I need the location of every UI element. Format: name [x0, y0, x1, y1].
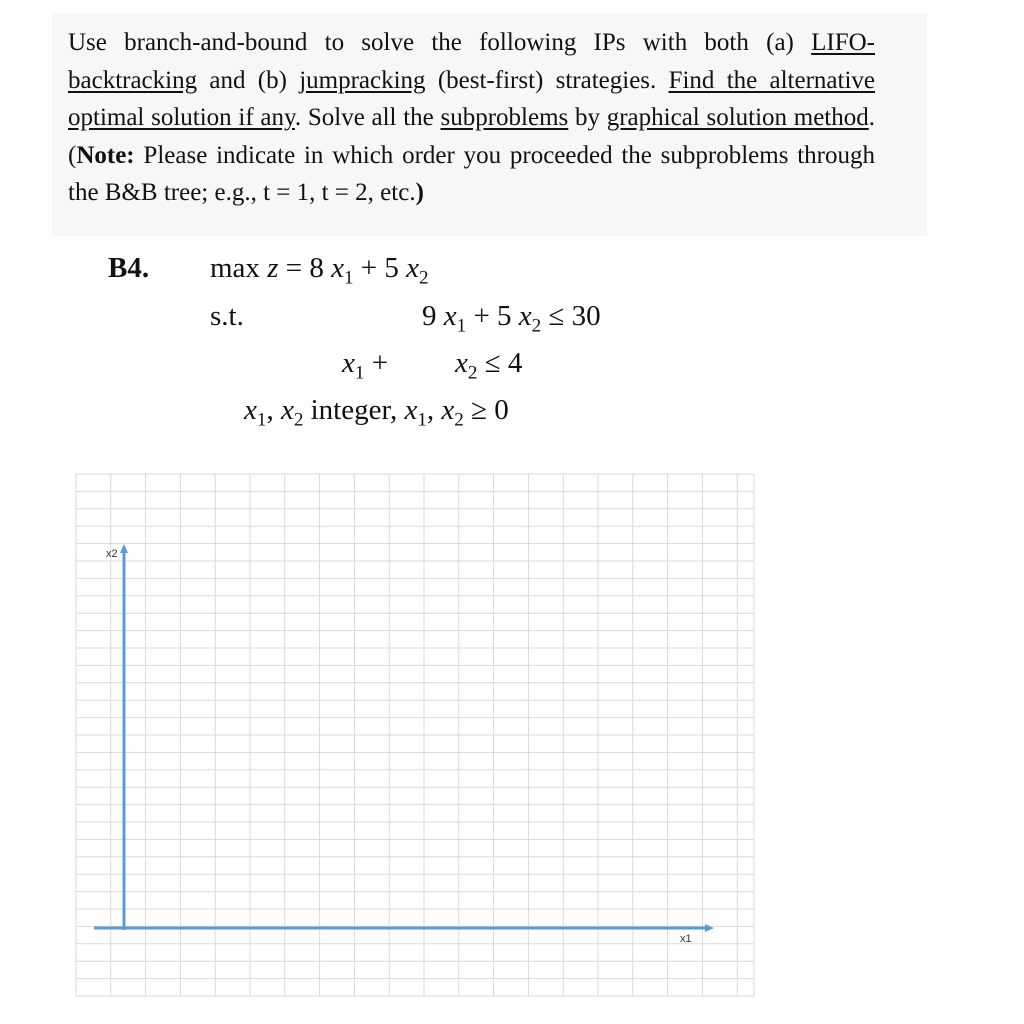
- var-x: x: [441, 394, 455, 426]
- subscript: 2: [293, 409, 304, 431]
- underlined-term: LIFO-backtracking: [68, 29, 875, 94]
- var-x: x: [280, 394, 294, 426]
- constraint-rhs: ≤ 4: [477, 347, 523, 379]
- instructions-text: . Solve all the: [294, 104, 441, 131]
- max-keyword: max: [210, 252, 268, 284]
- constraint-term: +: [364, 347, 389, 379]
- var-x: x: [518, 300, 532, 332]
- var-x: x: [404, 394, 418, 426]
- var-x: x: [342, 347, 355, 379]
- problem-label: B4.: [108, 252, 150, 284]
- underlined-term: Find the alternative optimal solution if any: [68, 66, 875, 131]
- integer-keyword: integer,: [303, 394, 405, 426]
- constraint-rhs: ≤ 30: [541, 300, 601, 332]
- subscript: 2: [454, 409, 464, 431]
- subscript: 2: [531, 315, 542, 337]
- grid-lines: [76, 474, 754, 996]
- instructions-text: and (b): [197, 66, 300, 94]
- objective-term: + 5: [353, 252, 407, 284]
- separator: ,: [266, 394, 281, 426]
- subscript: 1: [456, 315, 467, 337]
- subscript: 1: [417, 409, 427, 431]
- subscript: 2: [467, 362, 478, 384]
- instructions-text: (best-first) strategies.: [425, 66, 669, 94]
- subscript: 2: [419, 267, 429, 289]
- constraint-term: 9: [422, 300, 444, 332]
- subscript: 1: [343, 267, 354, 289]
- instructions-text: . (: [68, 104, 875, 169]
- var-x: x: [331, 252, 344, 284]
- subject-to-label: s.t.: [210, 300, 244, 332]
- separator: ,: [426, 394, 442, 426]
- underlined-term: subproblems: [440, 104, 569, 131]
- objective-term: = 8: [278, 252, 332, 284]
- x-axis-label: x1: [680, 933, 692, 945]
- subscript: 1: [354, 362, 365, 384]
- subscript: 1: [256, 409, 267, 431]
- closing-paren: ): [415, 179, 424, 206]
- constraint-term: + 5: [466, 300, 519, 332]
- instructions-text: Please indicate in which order you proceeded the subproblems through the B&B tree; e.g., t = 1, t = 2, etc.: [68, 141, 875, 206]
- y-axis-label: x2: [106, 548, 118, 560]
- underlined-term: jumpracking: [299, 66, 426, 94]
- var-x: x: [455, 347, 468, 379]
- var-x: x: [406, 252, 420, 284]
- var-x: x: [244, 394, 257, 426]
- instructions-text: Use branch-and-bound to solve the following IPs with both (a): [68, 29, 812, 56]
- nonnegativity-rhs: ≥ 0: [463, 394, 509, 426]
- objective-variable: z: [267, 252, 279, 284]
- var-x: x: [443, 300, 457, 332]
- instructions-text: by: [568, 104, 607, 131]
- underlined-term: graphical solution method: [606, 104, 869, 131]
- note-label: Note:: [76, 141, 135, 169]
